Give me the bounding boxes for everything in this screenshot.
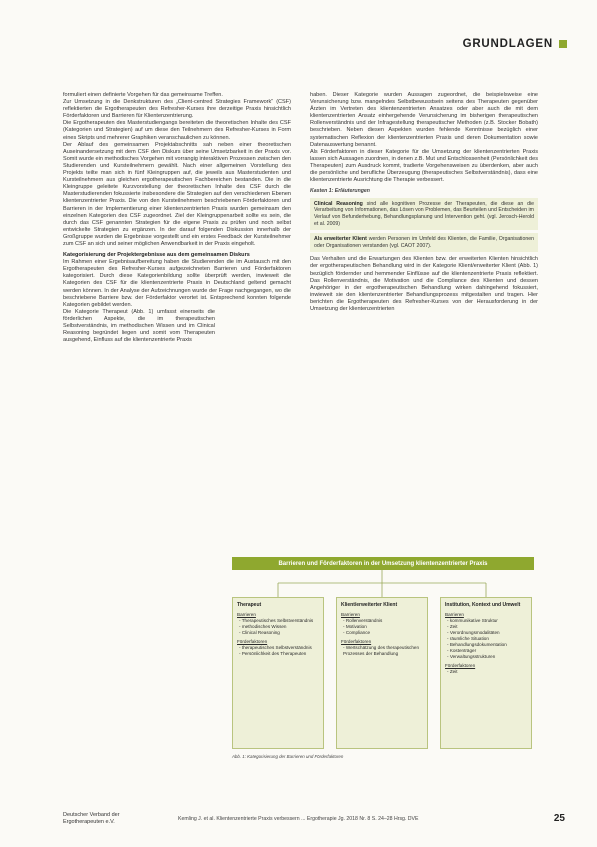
figure-diagram (224, 557, 540, 763)
group-label: Barrieren (341, 612, 360, 618)
group-label: Barrieren (237, 612, 256, 618)
section-header (463, 38, 567, 50)
right-column (310, 92, 538, 313)
info-box-text: werden Personen im Umfeld des Klienten, die Familie, Organisationen oder Organisationen verstanden (vgl. CAOT 2007). (314, 236, 534, 249)
list-item: - räumliche Situation (447, 636, 527, 642)
info-box-text: sind alle kognitiven Prozesse der Therapeuten, die diese an die Verarbeitung von Informationen, das Lösen von Problemen, das Beurteilen und Entscheiden im Verlauf von Befunderhebung, Behandlungsplanung und Intervention geht. (vgl. Jerosch-Herold et al. 2009) (314, 200, 534, 227)
paragraph: Die Ergotherapeuten des Masterstudiengangs bereiteten die theoretischen Inhalte des CSF (Kategorien und Strategien) auf um diese den Teilnehmern des Refresher-Kurses in Form eines Skripts und mehrerer Graphiken veranschaulichen zu können. (63, 120, 291, 141)
info-box-term: Clinical Reasoning (314, 200, 363, 207)
paragraph: formuliert einen definierte Vorgehen für das gemeinsame Treffen. (63, 92, 223, 98)
group-label: Barrieren (445, 612, 464, 618)
list-item: - Motivation (343, 624, 423, 630)
list-item: - Zeit (447, 669, 527, 675)
paragraph: Der Ablauf des gemeinsamen Projektabschnitts sah neben einer theoretischen Auseinandersetzung mit dem CSF den Diskurs über seine Umsetzbarkeit in der Praxis vor. Somit wurde ein methodisches Vorgehen mit vorrangig interaktiven Prozessen zwischen den Studierenden und Kursteilnehmern gewählt. Nach einer allgemeinen Vorstellung des Projekts teilte man sich in fünf Kleingruppen auf, die jeweils aus Masterstudenten und Kursteilnehmern aus gleichen ergotherapeutischen Fachbereichen bestanden. Die in die Kleingruppe geleitete Kurzvorstellung der theoretischen Inhalte des CSF durch die Masterstudierenden fokussierte insbesondere die Strategien auf den verschiedenen Ebenen klientenzentrierter Praxis. Die von den Kursteilnehmern beschriebenen Förderfaktoren und Barrieren in der Implementierung einer klientenzentrierten Praxis wurden gemeinsam den einzelnen Kategorien des CSF zugeordnet. Ziel der Kleingruppenarbeit sollte es sein, die durch das CSF genannten Strategien für die eigene Praxis zu prüfen und noch selbst entwickelte Strategien zu ergänzen. In der darauf folgenden Diskussion innerhalb der Großgruppe wurden die Ergebnisse vorgestellt und ein erstes Feedback der Kursteilnehmer zum CSF an sich und seiner möglichen Anwendbarkeit in der Praxis eingeholt. (63, 141, 291, 247)
list-item: - Zeit (447, 624, 527, 630)
section-square-icon (559, 40, 567, 48)
figure-box-therapeut (232, 597, 324, 749)
list-item: - methodisches Wissen (239, 624, 319, 630)
list-item: - Wertschätzung des therapeutischen Prozesses der Behandlung (343, 645, 423, 657)
figure-box-title: Institution, Kontext und Umwelt (445, 602, 521, 608)
list-item: - therapeutisches Selbstverständnis (239, 645, 319, 651)
list-item: - Compliance (343, 630, 423, 636)
page-number: 25 (553, 813, 565, 824)
paragraph: Im Rahmen einer Ergebnisaufbereitung haben die Studierenden die im Austausch mit den Ergotherapeuten des Refresher-Kurses aufgezeichneten Barrieren und Förderfaktoren kategorisiert. Durch diese Kategorienbildung sollte überprüft werden, inwieweit die Kategorien des CSF für die klientenzentrierte Praxis in Deutschland geltend gemacht werden können. In der Analyse der Aufzeichnungen wurde der Frage nachgegangen, wo die beschriebene Barriere bzw. der Förderfaktor verortet ist. Entsprechend konnten folgende Kategorien gebildet werden. (63, 259, 291, 308)
list-item: - kommunikative Struktur (447, 618, 527, 624)
group-label: Förderfaktoren (237, 639, 268, 645)
group-label: Förderfaktoren (341, 639, 372, 645)
list-item: - Verwaltungsstrukturen (447, 654, 527, 660)
publisher-line: Ergotherapeuten e.V. (63, 818, 115, 825)
subheading: Kategorisierung der Projektergebnisse aus dem gemeinsamen Diskurs (63, 252, 250, 259)
figure-banner: Barrieren und Förderfaktoren in der Umsetzung klientenzentrierter Praxis (232, 557, 534, 570)
publisher-line: Deutscher Verband der (63, 812, 120, 818)
footer-citation: Kemling J. et al. Klientenzentrierte Praxis verbessern ... Ergotherapie Jg. 2018 Nr. 8 S. 24–28 Hrsg. DVE (178, 816, 419, 822)
info-box-term: Als erweiterter Klient (314, 236, 367, 243)
paragraph: Die Kategorie Therapeut (Abb. 1) umfasst einerseits die förderlichen Aspekte, die im therapeutischen Selbstverständnis, im methodischen Wissen und im Clinical Reasoning begründet liegen und somit vom Therapeuten ausgehend, Einfluss auf die klientenzentrierte Praxis (63, 308, 215, 344)
left-column (63, 92, 291, 344)
figure-box-institution (440, 597, 532, 749)
paragraph: Zur Umsetzung in die Denkstrukturen des „Client-centred Strategies Framework“ (CSF) reflektierten die Ergotherapeuten des Refresher-Kurses ihre derzeitige Praxis hinsichtlich Förderfaktoren und Barrieren für Klientenzentrierung. (63, 99, 291, 120)
list-item: - Behandlungsdokumentation (447, 642, 527, 648)
footer-publisher (63, 812, 120, 826)
section-title: GRUNDLAGEN (462, 38, 553, 50)
group-label: Förderfaktoren (445, 663, 476, 669)
info-box-title: Kasten 1: Erläuterungen (310, 188, 370, 195)
figure-caption: Abb. 1: Kategorisierung der Barrieren und Förderfaktoren (232, 754, 344, 759)
paragraph: Als Förderfaktoren in dieser Kategorie für die Umsetzung der klientenzentrierten Praxis lassen sich Aussagen zuordnen, in denen z.B. Mut und Entschlossenheit (Persönlichkeit des Therapeuten) zum Ausdruck kommt, tradierte Vorgehensweisen zu überdenken, aber auch die persönliche und berufliche Überzeugung (therapeutisches Selbstverständnis), dass eine klientenzentrierte Ausrichtung die Therapie verbessert. (310, 148, 538, 184)
list-item: - Verordnungsmodalitäten (447, 630, 527, 636)
info-box-item (310, 233, 538, 252)
list-item: - Kostenträger (447, 648, 527, 654)
list-item: - Rollenverständnis (343, 618, 423, 624)
figure-box-title: Therapeut (237, 602, 262, 608)
list-item: - Clinical Reasoning (239, 630, 319, 636)
info-box (310, 188, 538, 252)
info-box-item (310, 198, 538, 230)
paragraph: haben. Dieser Kategorie wurden Aussagen zugeordnet, die beispielsweise eine Verunsicherung bzw. mangelndes Selbstbewusstsein seitens des Therapeuten gegenüber Ärzten im Vertreten des klientenzentrierten Ansatzes oder aber auch die mit dem klientenzentrierten Ansatz einhergehende Verunsicherung im bisherigen therapeutischen Rollenverständnis und der Infragestellung therapeutischer Methoden (z.B. Stocker Bobath) beschrieben. Neben diesen Aspekten wurden fehlende Kenntnisse bezüglich einer systematischen Reflexion der klientenzentrierten Praxis und deren Dokumentation sowie Datenauswertung benannt. (310, 92, 538, 148)
list-item: - Persönlichkeit des Therapeuten (239, 651, 319, 657)
paragraph: Das Verhalten und die Erwartungen des Klienten bzw. der erweiterten Klienten hinsichtlich der ergotherapeutischen Behandlung wird in der Kategorie Klient/erweiterter Klient (Abb. 1) bezüglich fördernder und hemmender Einflüsse auf die klientenzentrierte Praxis reflektiert. Das Rollenverständnis, die Motivation und die Compliance des Klienten und dessen Angehöriger in der ergotherapeutischen Behandlung wirken dahingehend fokussiert, inwieweit sie den klientenzentrierter Behandlungsprozess mitgestalten und tragen. Hier berichten die Ergotherapeuten des Refresher-Kurses von der Herausforderung in der Umsetzung der klientenzentrierten (310, 256, 538, 313)
figure-box-title: Klient/erweiterter Klient (341, 602, 398, 608)
figure-box-klient (336, 597, 428, 749)
list-item: - Therapeutisches Selbstverständnis (239, 618, 319, 624)
